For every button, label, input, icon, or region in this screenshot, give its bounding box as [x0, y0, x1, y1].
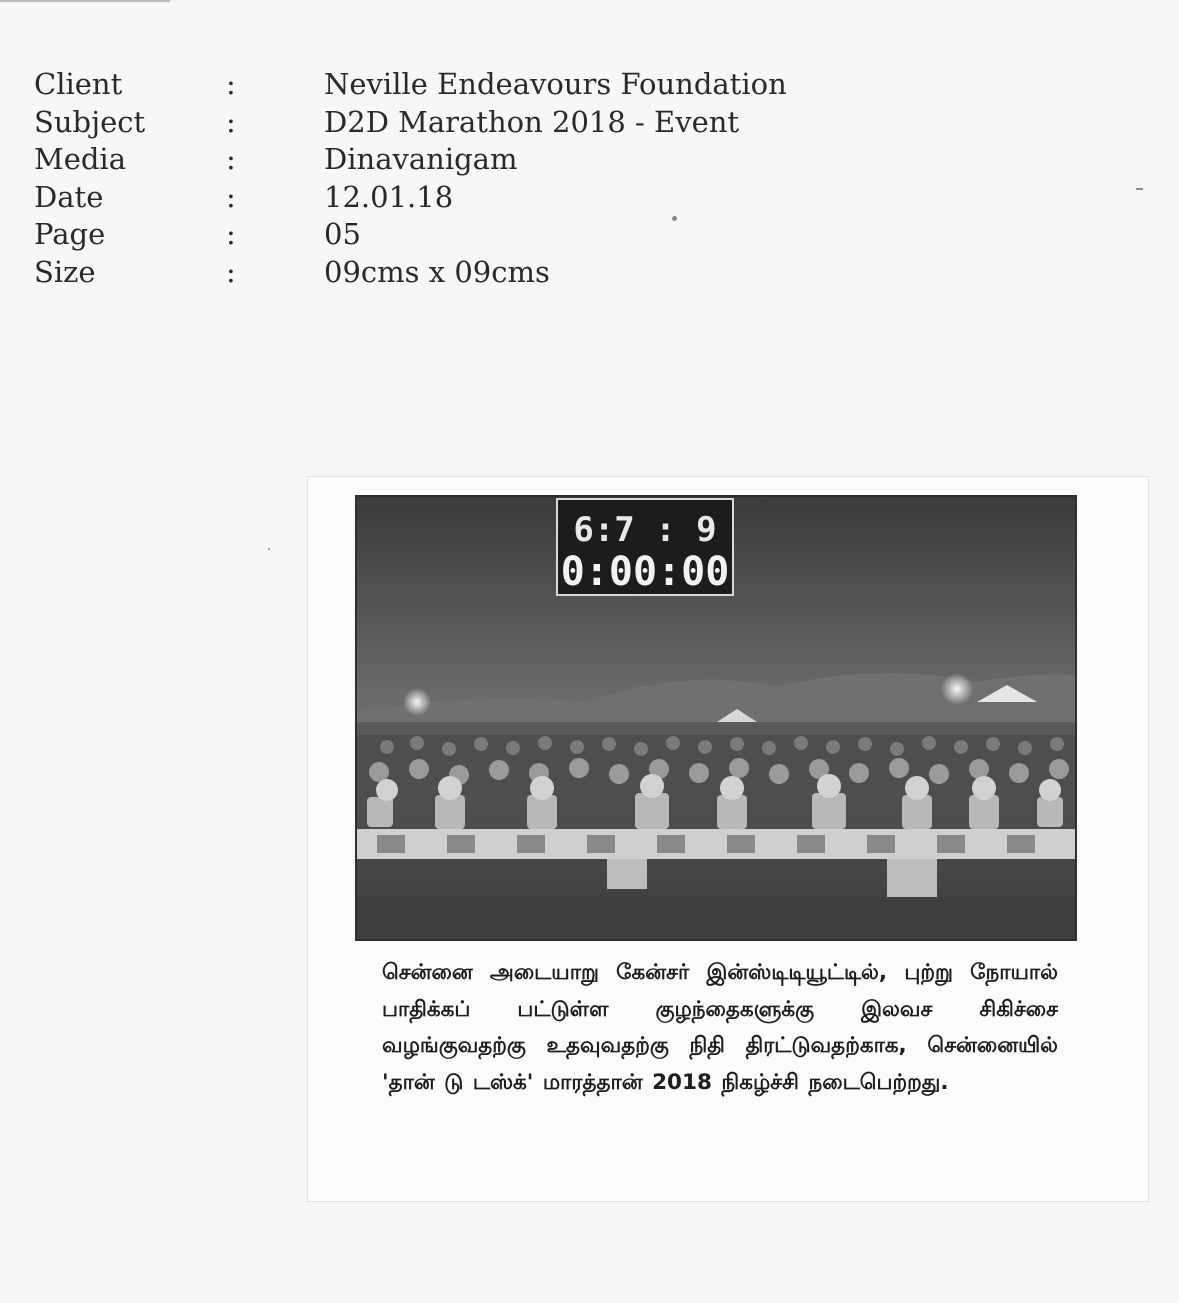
meta-value-subject: D2D Marathon 2018 - Event	[324, 104, 740, 139]
race-clock	[557, 499, 733, 595]
track	[357, 897, 1075, 939]
meta-label-date: Date	[34, 179, 104, 214]
clock-bottom-readout: 0:00:00	[560, 549, 730, 595]
meta-colon: :	[226, 142, 236, 177]
meta-label-media: Media	[34, 142, 126, 177]
meta-value-client: Neville Endeavours Foundation	[324, 67, 787, 101]
meta-label-size: Size	[34, 254, 96, 289]
tamil-caption: சென்னை அடையாறு கேன்சர் இன்ஸ்டிடியூட்டில், புற்று நோயால் பாதிக்கப் பட்டுள்ள குழந்தைகளுக்கு இலவச சிகிச்சை வழங்குவதற்கு உதவுவதற்கு நிதி திரட்டுவதற்காக, சென்னையில் 'தான் டு டஸ்க்' மாரத்தான் 2018 நிகழ்ச்சி நடைபெற்றது.	[382, 960, 1058, 1095]
meta-label-client: Client	[34, 67, 123, 101]
meta-colon: :	[226, 104, 236, 139]
marathon-photo	[355, 495, 1077, 941]
scan-speck	[672, 216, 677, 221]
top-rule	[0, 0, 170, 2]
clock-top-readout: 6:7 : 9	[573, 510, 717, 550]
meta-value-page: 05	[324, 217, 361, 252]
floodlight	[403, 688, 431, 716]
floodlight	[941, 673, 973, 705]
meta-colon: :	[226, 67, 236, 101]
scan-speck	[1136, 188, 1143, 190]
meta-label-page: Page	[34, 217, 106, 252]
meta-colon: :	[226, 179, 236, 214]
meta-colon: :	[226, 217, 236, 252]
marathon-photo-illustration	[357, 497, 1075, 939]
meta-value-media: Dinavanigam	[324, 142, 518, 177]
scan-speck	[268, 548, 270, 550]
meta-value-size: 09cms x 09cms	[324, 254, 550, 289]
meta-value-date: 12.01.18	[324, 179, 454, 214]
meta-colon: :	[226, 254, 236, 289]
meta-label-subject: Subject	[34, 104, 146, 139]
